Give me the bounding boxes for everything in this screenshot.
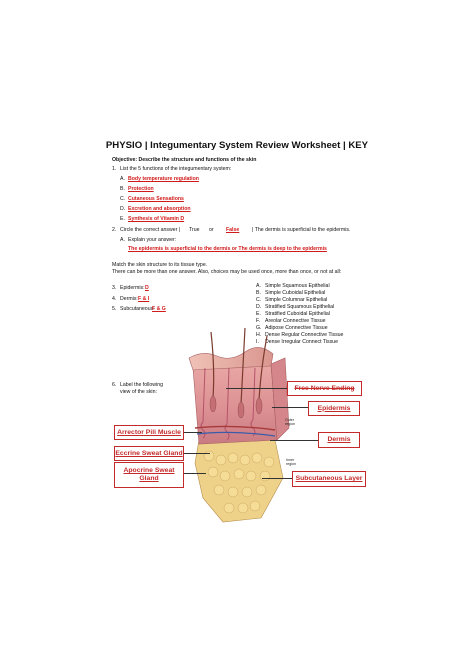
skin-cross-section-illustration [183,328,291,524]
tissue-letter-a: A. [256,283,261,289]
q3-label: Epidermis: [120,285,145,291]
q2-option-or: or [209,227,214,233]
q2-sub-answer: The epidermis is superficial to the dermis or The dermis is deep to the epidermis [128,246,327,252]
q2-sub-letter: A. [120,237,125,243]
tissue-name-d: Stratified Squamous Epithelial [265,304,335,310]
q1-item-d-letter: D. [120,206,126,212]
q1-item-e-answer: Synthesis of Vitamin D [128,216,185,222]
q2-sub-prompt: Explain your answer: [128,237,177,243]
tissue-name-a: Simple Squamous Epithelial [265,283,330,289]
q1-item-b-letter: B. [120,186,125,192]
label-box-eccrine-sweat-gland: Eccrine Sweat Gland [114,446,184,461]
label-box-dermis: Dermis [318,432,360,448]
q1-number: 1. [112,166,117,172]
q3-answer: D [145,285,149,291]
tissue-name-c: Simple Columnar Epithelial [265,297,328,303]
tissue-letter-i: I. [256,339,259,345]
q1-item-b-answer: Protection [128,186,154,192]
leader-subcutaneous [262,478,292,479]
inner-region-label-1: Inner [286,458,295,462]
q2-option-false: False [226,227,240,233]
tissue-name-h: Dense Regular Connective Tissue [265,332,344,338]
outer-region-label-1: Outer [285,418,294,422]
leader-free-nerve [226,388,288,389]
label-box-free-nerve-ending: Free Nerve Ending [287,381,362,396]
leader-eccrine [180,453,210,454]
tissue-letter-h: H. [256,332,262,338]
apocrine-line-2: Gland [139,475,159,482]
q1-prompt: List the 5 functions of the integumentary system: [120,166,232,172]
label-box-epidermis: Epidermis [308,401,360,416]
q5-number: 5. [112,306,117,312]
label-box-subcutaneous-layer: Subcutaneous Layer [292,471,366,487]
q1-item-e-letter: E. [120,216,125,222]
tissue-name-i: Dense Irregular Connect Tissue [265,339,338,345]
label-box-arrector-pili-muscle: Arrector Pili Muscle [114,425,184,440]
q5-answer: F & G [152,306,166,312]
leader-epidermis [272,407,308,408]
tissue-letter-e: E. [256,311,261,317]
q6-line-2: view of the skin: [120,389,157,395]
objective: Objective: Describe the structure and functions of the skin [112,157,257,163]
tissue-name-b: Simple Cuboidal Epithelial [265,290,326,296]
apocrine-line-1: Apocrine Sweat [123,467,175,474]
q1-item-d-answer: Excretion and absorption [128,206,191,212]
q1-item-c-answer: Cutaneous Sensations [128,196,184,202]
q6-line-1: Label the following [120,382,163,388]
q4-number: 4. [112,296,117,302]
q4-label: Dermis: [120,296,138,302]
inner-region-label-2: region [286,462,296,466]
q6-number: 6. [112,382,117,388]
tissue-letter-d: D. [256,304,262,310]
q2-number: 2. [112,227,117,233]
match-instruction-2: There can be more than one answer. Also, choices may be used once, more than once, or not at all: [112,269,342,275]
match-instruction-1: Match the skin structure to its tissue type. [112,262,208,268]
leader-dermis [270,440,318,441]
tissue-letter-f: F. [256,318,261,324]
tissue-letter-b: B. [256,290,261,296]
tissue-name-g: Adipose Connective Tissue [265,325,328,331]
outer-region-label-2: region [285,422,295,426]
tissue-letter-g: G. [256,325,262,331]
q5-label: Subcutaneous: [120,306,155,312]
q4-answer: F & I [138,296,150,302]
q3-number: 3. [112,285,117,291]
tissue-name-f: Areolar Connective Tissue [265,318,326,324]
tissue-name-e: Stratified Cuboidal Epithelial [265,311,330,317]
q2-statement: | The dermis is superficial to the epidermis. [252,227,351,233]
q1-item-a-answer: Body temperature regulation [128,176,199,182]
tissue-letter-c: C. [256,297,262,303]
label-box-apocrine-sweat-gland [114,462,184,488]
q2-prompt: Circle the correct answer | [120,227,181,233]
q2-option-true: True [189,227,200,233]
q1-item-c-letter: C. [120,196,126,202]
q1-item-a-letter: A. [120,176,125,182]
page-title: PHYSIO | Integumentary System Review Worksheet | KEY [105,140,369,151]
